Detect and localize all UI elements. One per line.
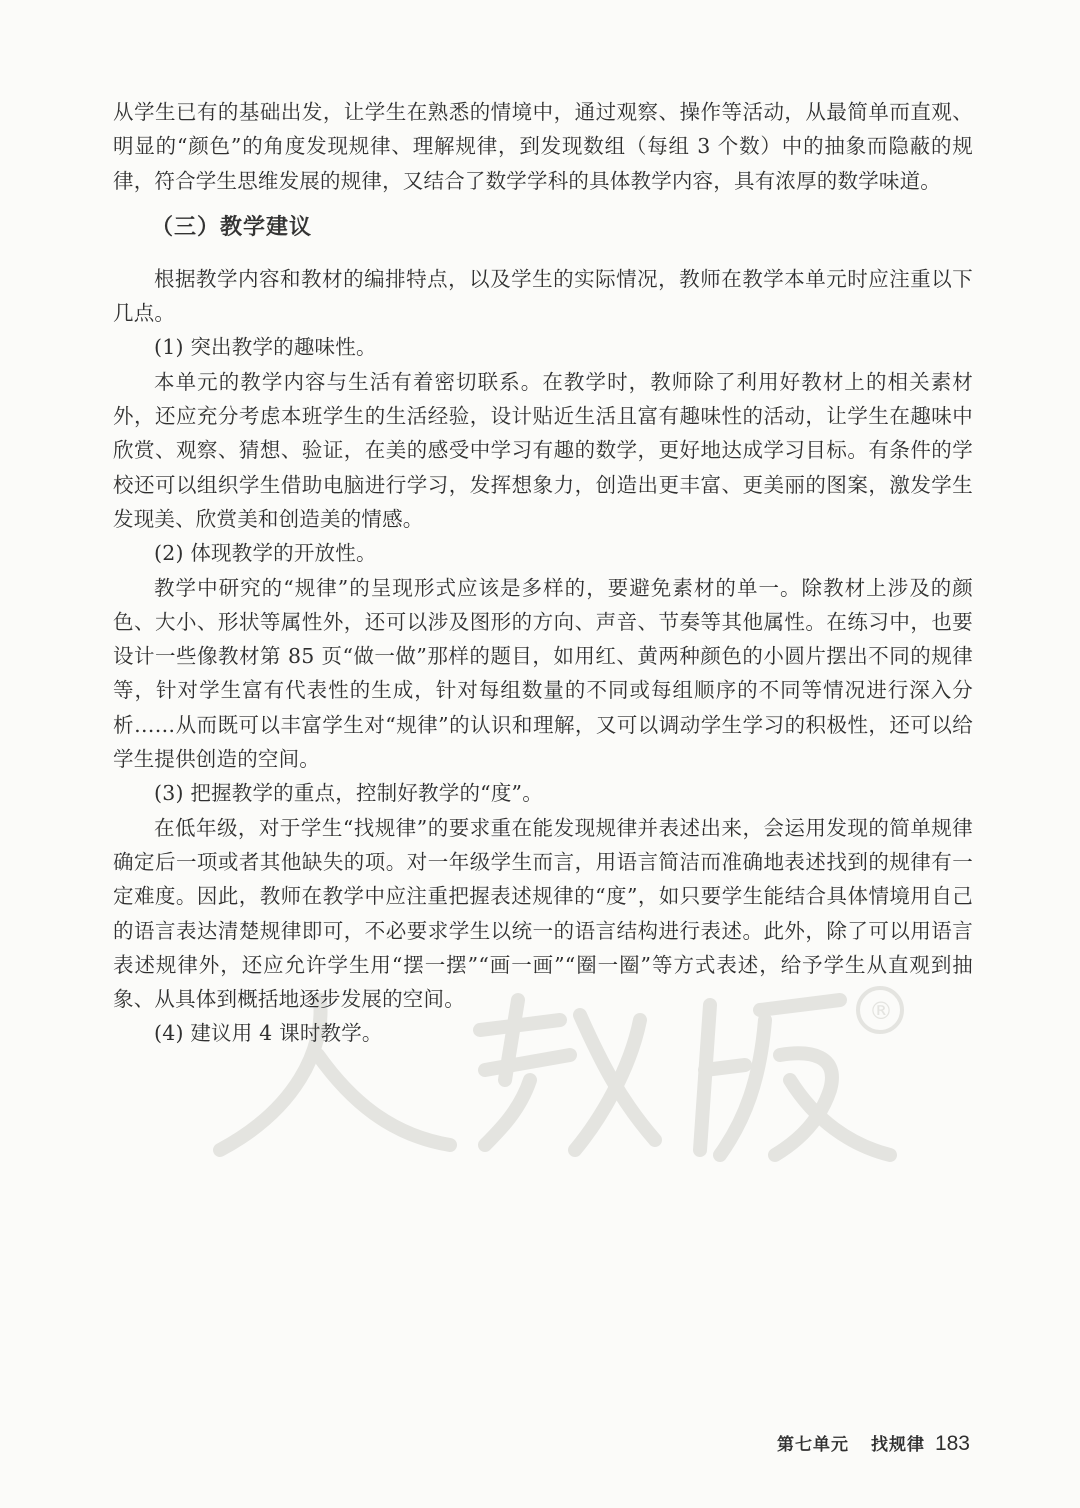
point-body-3: 在低年级，对于学生“找规律”的要求重在能发现规律并表述出来，会运用发现的简单规律确定后一项或者其他缺失的项。对一年级学生而言，用语言简洁而准确地表述找到的规律有一定难度。因此，教师在教学中应注重把握表述规律的“度”，如只要学生能结合具体情境用自己的语言表达清楚规律即可，不必要求学生以统一的语言结构进行表述。此外，除了可以用语言表述规律外，还应允许学生用“摆一摆”“画一画”“圈一圈”等方式表述，给予学生从直观到抽象、从具体到概括地逐步发展的空间。: [113, 815, 973, 1012]
footer-topic: 找规律: [870, 1435, 925, 1455]
registered-mark: ®: [869, 997, 893, 1025]
point-body-1: 本单元的教学内容与生活有着密切联系。在教学时，教师除了利用好教材上的相关素材外，还应充分考虑本班学生的生活经验，设计贴近生活且富有趣味性的活动，让学生在趣味中欣赏、观察、猜想、验证，在美的感受中学习有趣的数学，更好地达成学习目标。有条件的学校还可以组织学生借助电脑进行学习，发挥想象力，创造出更丰富、更美丽的图案，激发学生发现美、欣赏美和创造美的情感。: [113, 369, 973, 531]
point-heading-3: (3) 把握教学的重点，控制好教学的“度”。: [154, 781, 543, 806]
paragraph-continuation: 从学生已有的基础出发，让学生在熟悉的情境中，通过观察、操作等活动，从最简单而直观、明显的“颜色”的角度发现规律、理解规律，到发现数组（每组 3 个数）中的抽象而隐蔽的规律，符合学生思维发展的规律，又结合了数学学科的具体教学内容，具有浓厚的数学味道。: [113, 100, 973, 193]
intro-paragraph: 根据教学内容和教材的编排特点，以及学生的实际情况，教师在教学本单元时应注重以下几点。: [113, 266, 973, 326]
point-heading-1: (1) 突出教学的趣味性。: [154, 335, 377, 360]
point-heading-2: (2) 体现教学的开放性。: [154, 541, 377, 566]
page-footer: [777, 1430, 970, 1456]
point-body-2: 教学中研究的“规律”的呈现形式应该是多样的，要避免素材的单一。除教材上涉及的颜色、大小、形状等属性外，还可以涉及图形的方向、声音、节奏等其他属性。在练习中，也要设计一些像教材第 85 页“做一做”那样的题目，如用红、黄两种颜色的小圆片摆出不同的规律等，针对学生富有代表性的生成，针对每组数量的不同或每组顺序的不同等情况进行深入分析……从而既可以丰富学生对“规律”的认识和理解，又可以调动学生学习的积极性，还可以给学生提供创造的空间。: [113, 575, 973, 772]
main-text: [113, 95, 973, 1051]
page-number: 183: [934, 1432, 970, 1455]
section-heading: （三）教学建议: [151, 214, 313, 240]
point-heading-4: (4) 建议用 4 课时教学。: [154, 1021, 383, 1046]
footer-unit: 第七单元: [776, 1435, 849, 1455]
